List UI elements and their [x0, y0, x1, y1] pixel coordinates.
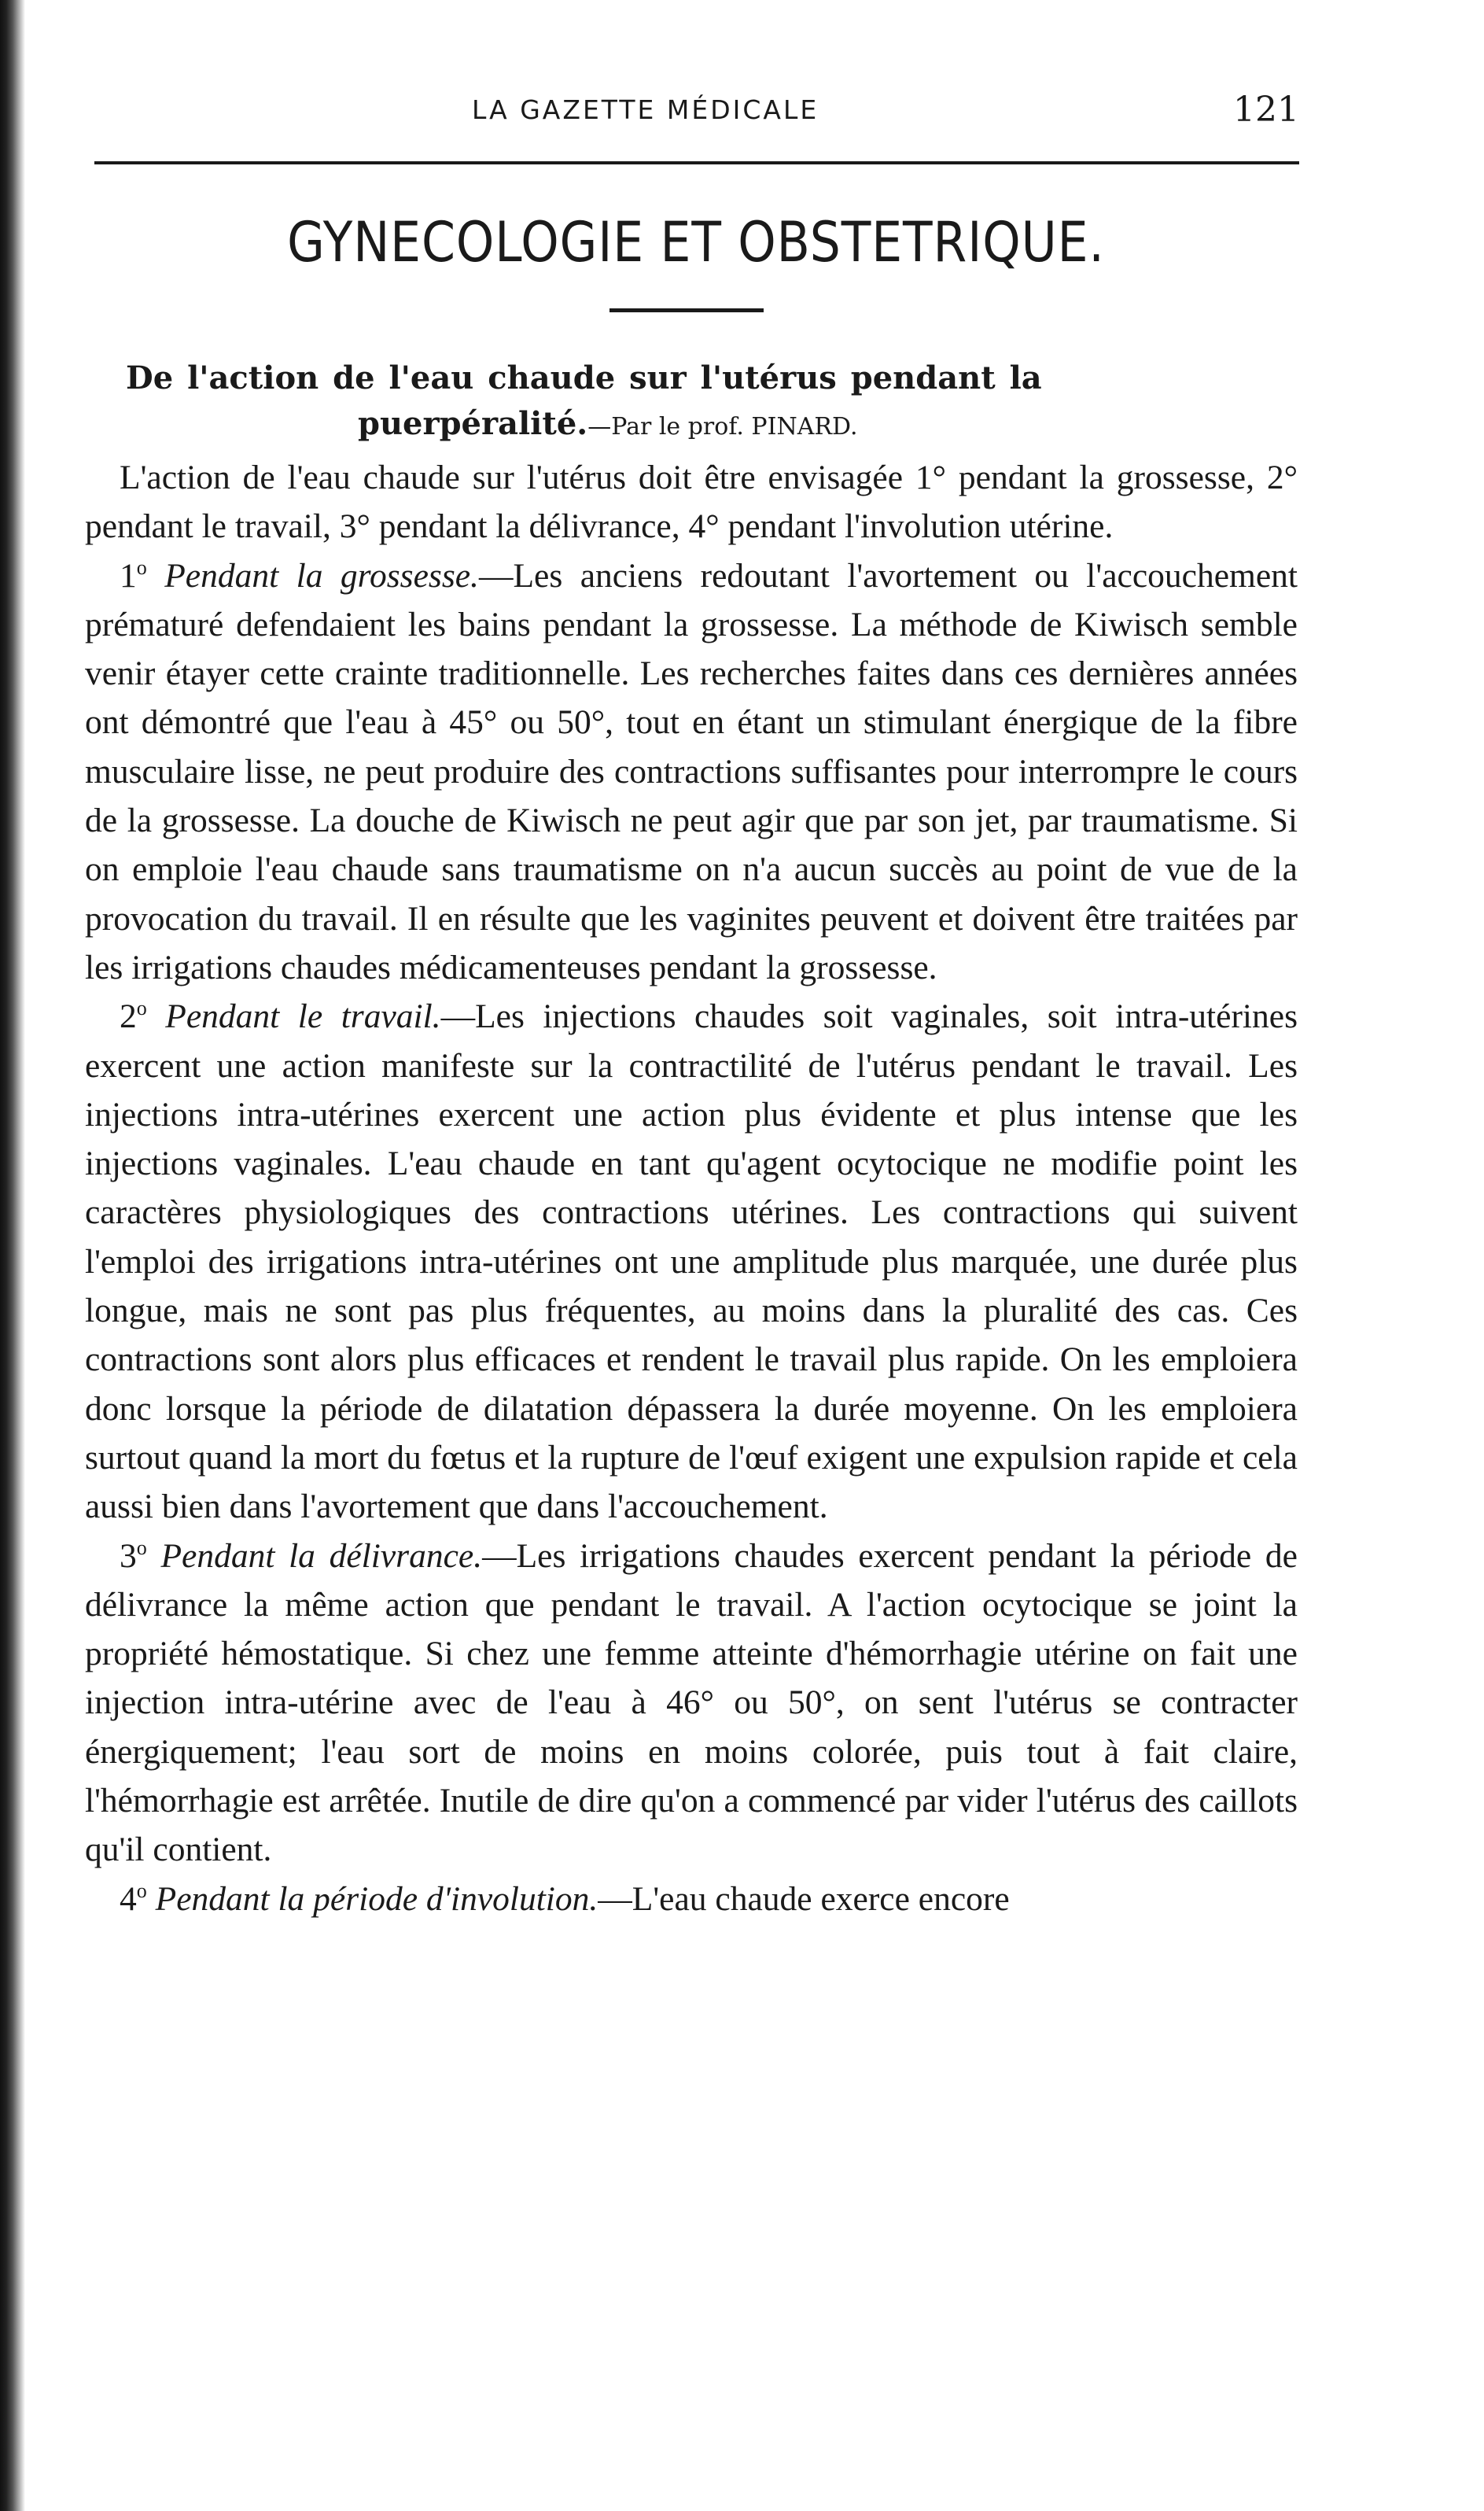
paragraph-involution	[85, 1875, 1298, 1923]
ordinal-marker: o	[136, 555, 147, 579]
article-body	[85, 453, 1298, 1923]
article-title-line-2	[126, 401, 1305, 450]
header-rule	[94, 161, 1299, 164]
paragraph-number: 1	[120, 556, 137, 595]
paragraph-number: 4	[120, 1879, 137, 1918]
paragraph-text: —L'eau chaude exerce encore	[598, 1879, 1010, 1918]
paragraph-text: —Les injections chaudes soit vaginales, soit intra-utérines exercent une action manifeste sur la contractilité de l'utérus pendant le travail. Les injections intra-utérines exercent une action plus évidente et plus intense que les injections vaginales. L'eau chaude en tant qu'agent ocytocique ne modifie point les caractères physiologiques des contractions utérines. Les contractions qui suivent l'emploi des irrigations intra-utérines ont une amplitude plus marquée, une durée plus longue, mais ne sont pas plus fréquentes, au moins dans la pluralité des cas. Ces contractions sont alors plus efficaces et rendent le travail plus rapide. On les emploiera donc lorsque la période de dilatation dépassera la durée moyenne. On les emploiera surtout quand la mort du fœtus et la rupture de l'œuf exigent une expulsion rapide et cela aussi bien dans l'avortement que dans l'accouchement.	[85, 997, 1298, 1526]
paragraph-number: 2	[120, 997, 137, 1036]
ordinal-marker: o	[136, 1536, 147, 1559]
paragraph-delivrance	[85, 1532, 1298, 1875]
running-title: LA GAZETTE MÉDICALE	[472, 94, 819, 125]
paragraph-grossesse	[85, 551, 1298, 993]
article-title	[126, 356, 1305, 450]
paragraph-lead: Pendant le travail.	[165, 997, 441, 1036]
paragraph-text: —Les anciens redoutant l'avortement ou l'accouchement prématuré defendaient les bains pendant la grossesse. La méthode de Kiwisch semble venir étayer cette crainte traditionnelle. Les recherches faites dans ces dernières années ont démontré que l'eau à 45° ou 50°, tout en étant un stimulant énergique de la fibre musculaire lisse, ne peut produire des contractions suffisantes pour interrompre le cours de la grossesse. La douche de Kiwisch ne peut agir que par son jet, par traumatisme. Si on emploie l'eau chaude sans traumatisme on n'a aucun succès au point de vue de la provocation du travail. Il en résulte que les vaginites peuvent et doivent être traitées par les irrigations chaudes médicamenteuses pendant la grossesse.	[85, 556, 1298, 986]
section-title: GYNECOLOGIE ET OBSTETRIQUE.	[287, 210, 1105, 275]
paragraph-travail	[85, 992, 1298, 1531]
running-header	[0, 87, 1484, 134]
paragraph-lead: Pendant la grossesse.	[164, 556, 479, 595]
paragraph-lead: Pendant la période d'involution.	[155, 1879, 598, 1918]
ordinal-marker: o	[136, 1879, 147, 1902]
article-title-line-1: De l'action de l'eau chaude sur l'utérus pendant la	[126, 360, 1042, 396]
paragraph-number: 3	[120, 1536, 137, 1575]
section-divider	[609, 308, 764, 312]
binding-edge	[0, 0, 25, 2511]
paragraph-intro: L'action de l'eau chaude sur l'utérus doit être envisagée 1° pendant la grossesse, 2° pendant le travail, 3° pendant la délivrance, 4° pendant l'involution utérine.	[85, 459, 1298, 546]
article-title-continuation: puerpéralité.	[358, 405, 588, 442]
page-number: 121	[1233, 90, 1299, 130]
paragraph-text: —Les irrigations chaudes exercent pendant la période de délivrance la même action que pendant le travail. A l'action ocytocique se joint la propriété hémostatique. Si chez une femme atteinte d'hémorrhagie utérine on fait une injection intra-utérine avec de l'eau à 46° ou 50°, on sent l'utérus se contracter énergiquement; l'eau sort de moins en moins colorée, puis tout à fait claire, l'hémorrhagie est arrêtée. Inutile de dire qu'on a commencé par vider l'utérus des caillots qu'il contient.	[85, 1536, 1298, 1869]
ordinal-marker: o	[136, 997, 147, 1020]
paragraph-lead: Pendant la délivrance.	[160, 1536, 483, 1575]
article-byline: —Par le prof. PINARD.	[587, 413, 858, 441]
